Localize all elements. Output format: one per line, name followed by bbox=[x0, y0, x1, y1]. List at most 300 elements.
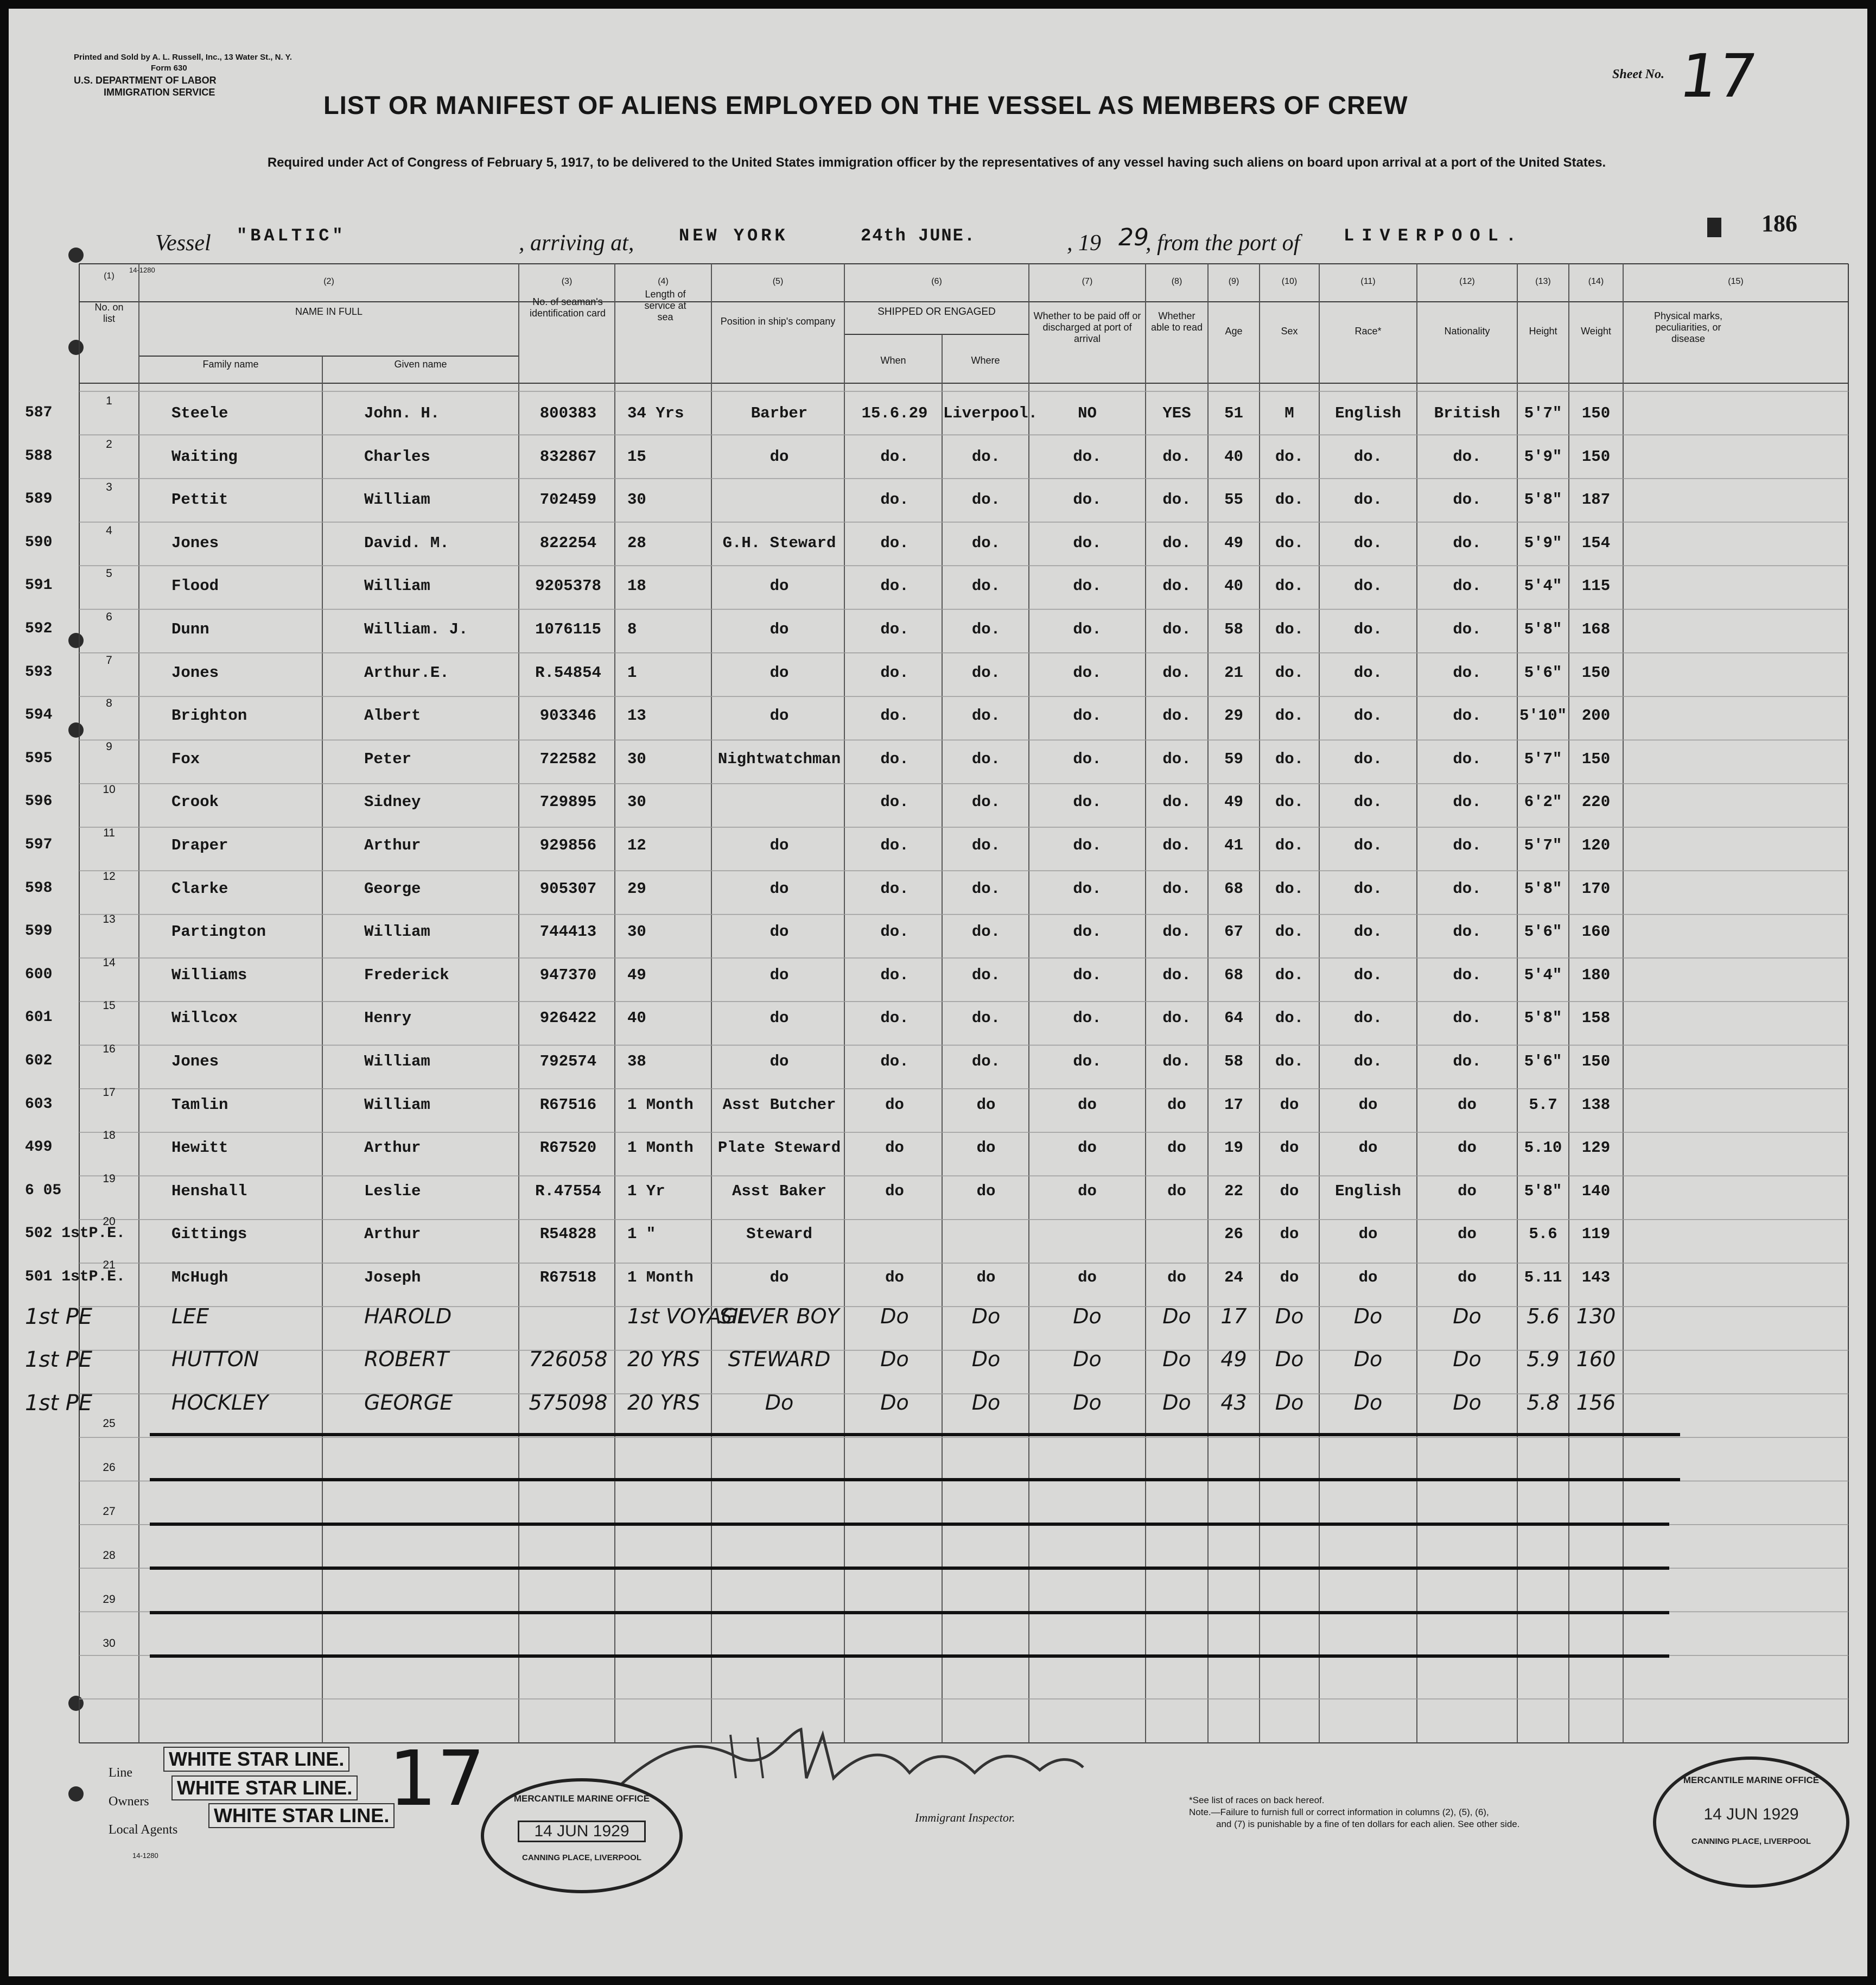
cell-nationality: do. bbox=[1453, 1009, 1481, 1028]
cell-nationality: British bbox=[1434, 404, 1500, 422]
stamp-bottom-text: CANNING PLACE, LIVERPOOL bbox=[522, 1853, 641, 1862]
cell-height: 5.8 bbox=[1527, 1390, 1560, 1415]
cell-paid: do. bbox=[1073, 923, 1102, 941]
sheet-label: Sheet No. bbox=[1612, 67, 1664, 81]
cell-read: do. bbox=[1162, 879, 1191, 898]
cell-position: G.H. Steward bbox=[722, 534, 836, 552]
cell-family: Waiting bbox=[171, 447, 238, 466]
cell-nationality: do. bbox=[1453, 966, 1481, 984]
cell-family: Partington bbox=[171, 923, 266, 941]
cell-race: do bbox=[1358, 1225, 1378, 1244]
cell-margin: 1st PE bbox=[25, 1390, 93, 1416]
cell-nationality: Do bbox=[1453, 1347, 1481, 1372]
cell-service: 40 bbox=[627, 1009, 646, 1028]
cell-paid: do. bbox=[1073, 534, 1102, 552]
cell-given: Leslie bbox=[364, 1182, 421, 1200]
cell-race: do bbox=[1358, 1095, 1378, 1114]
line-label: Line bbox=[109, 1766, 132, 1780]
cell-paid: do. bbox=[1073, 879, 1102, 898]
cell-race: do. bbox=[1353, 447, 1383, 466]
cell-paid: do. bbox=[1073, 836, 1102, 854]
cell-margin: 601 bbox=[25, 1009, 53, 1026]
cell-card: 822254 bbox=[539, 534, 597, 552]
cell-position: do bbox=[770, 1052, 789, 1070]
cell-read: YES bbox=[1162, 404, 1191, 422]
col-header-given: Given name bbox=[394, 359, 447, 370]
cell-read: do. bbox=[1162, 707, 1191, 725]
cell-weight: 119 bbox=[1581, 1225, 1611, 1244]
cell-margin: 587 bbox=[25, 404, 53, 421]
col-header-name: NAME IN FULL bbox=[295, 306, 363, 317]
cell-weight: 180 bbox=[1581, 966, 1611, 984]
cell-when: do. bbox=[880, 879, 909, 898]
cell-weight: 160 bbox=[1576, 1347, 1616, 1372]
cell-service: 1 Month bbox=[627, 1139, 694, 1157]
cell-read: do bbox=[1167, 1182, 1186, 1200]
cell-where: do. bbox=[971, 966, 1001, 984]
cell-nationality: do. bbox=[1453, 1052, 1481, 1070]
cell-age: 49 bbox=[1224, 793, 1243, 811]
page-title: LIST OR MANIFEST OF ALIENS EMPLOYED ON THE VESSEL AS MEMBERS OF CREW bbox=[323, 91, 1408, 119]
cell-when: 15.6.29 bbox=[861, 404, 928, 422]
cell-family: Draper bbox=[171, 836, 228, 854]
cell-weight: 154 bbox=[1581, 534, 1611, 552]
cell-race: do. bbox=[1353, 620, 1383, 638]
cell-no: 16 bbox=[103, 1043, 116, 1055]
col-header-where: Where bbox=[971, 355, 1000, 366]
cell-card: R54828 bbox=[539, 1225, 597, 1244]
cell-height: 5'9" bbox=[1524, 447, 1562, 466]
cell-position: do bbox=[770, 620, 789, 638]
cell-paid: do. bbox=[1073, 620, 1102, 638]
cell-position: do bbox=[770, 836, 789, 854]
cell-nationality: do. bbox=[1453, 447, 1481, 466]
cell-weight: 143 bbox=[1581, 1269, 1611, 1286]
cell-margin: 600 bbox=[25, 966, 53, 983]
cell-where: do. bbox=[971, 663, 1001, 682]
cell-race: English bbox=[1335, 1182, 1401, 1200]
cell-given: Peter bbox=[364, 750, 412, 768]
cell-paid: do. bbox=[1073, 577, 1102, 595]
cell-no: 17 bbox=[103, 1086, 116, 1099]
cell-age: 21 bbox=[1224, 663, 1243, 682]
cell-height: 5'6" bbox=[1524, 1052, 1562, 1070]
cell-sex: M bbox=[1284, 404, 1294, 422]
cell-paid: NO bbox=[1078, 404, 1097, 422]
cell-paid: do bbox=[1078, 1182, 1097, 1200]
cell-card: 575098 bbox=[529, 1390, 608, 1415]
arriving-label: , arriving at, bbox=[519, 231, 634, 256]
cell-margin: 1st PE bbox=[25, 1304, 93, 1329]
cell-sex: do. bbox=[1275, 836, 1304, 854]
col-header-race: Race* bbox=[1354, 326, 1382, 337]
cell-margin: 602 bbox=[25, 1052, 53, 1069]
cell-sex: do. bbox=[1275, 1009, 1304, 1028]
cell-race: do. bbox=[1353, 491, 1383, 509]
cell-read: Do bbox=[1162, 1390, 1191, 1415]
cell-margin: 589 bbox=[25, 491, 53, 508]
cell-family: Williams bbox=[171, 966, 247, 984]
cell-position: do bbox=[770, 577, 789, 595]
cell-given: William bbox=[364, 491, 430, 509]
cell-card: 832867 bbox=[539, 447, 597, 466]
col-num-13: (13) bbox=[1535, 277, 1551, 286]
cell-height: 5'9" bbox=[1524, 534, 1562, 552]
empty-row-number: 30 bbox=[103, 1637, 116, 1650]
cell-service: 30 bbox=[627, 923, 646, 941]
cell-read: Do bbox=[1162, 1304, 1191, 1328]
empty-row-number: 26 bbox=[103, 1461, 116, 1474]
cell-position: do bbox=[770, 663, 789, 682]
cell-service: 8 bbox=[627, 620, 637, 638]
cell-where: do. bbox=[971, 1009, 1001, 1028]
cell-read: do. bbox=[1162, 966, 1191, 984]
footer-notes bbox=[1189, 1794, 1519, 1830]
cell-nationality: do. bbox=[1453, 577, 1481, 595]
cell-sex: do. bbox=[1275, 620, 1304, 638]
cell-when: Do bbox=[880, 1347, 909, 1372]
cell-card: 702459 bbox=[539, 491, 597, 509]
arrival-date: 24th JUNE. bbox=[861, 226, 976, 246]
cell-race: Do bbox=[1353, 1304, 1383, 1328]
cell-race: do. bbox=[1353, 966, 1383, 984]
cell-service: 12 bbox=[627, 836, 646, 854]
cell-age: 51 bbox=[1224, 404, 1243, 422]
cell-card: R67516 bbox=[539, 1095, 597, 1114]
cell-weight: 130 bbox=[1576, 1304, 1616, 1328]
cell-service: 1 Month bbox=[627, 1095, 694, 1114]
col-header-nationality: Nationality bbox=[1444, 326, 1490, 337]
col-header-family: Family name bbox=[202, 359, 259, 370]
cell-where: do bbox=[976, 1095, 996, 1114]
col-header-age: Age bbox=[1225, 326, 1243, 337]
cell-margin: 499 bbox=[25, 1139, 53, 1156]
cell-when: Do bbox=[880, 1304, 909, 1328]
line-value: WHITE STAR LINE. bbox=[163, 1747, 349, 1772]
cell-race: do. bbox=[1353, 879, 1383, 898]
cell-weight: 140 bbox=[1581, 1182, 1611, 1200]
cell-margin: 501 1stP.E. bbox=[25, 1269, 125, 1285]
cell-no: 12 bbox=[103, 870, 116, 883]
arrival-year: 29 bbox=[1118, 224, 1149, 251]
col-num-11: (11) bbox=[1360, 277, 1376, 286]
cell-weight: 150 bbox=[1581, 404, 1611, 422]
vessel-label: Vessel bbox=[155, 231, 211, 256]
form-code: 14-1280 bbox=[129, 266, 155, 274]
cell-sex: do bbox=[1280, 1182, 1299, 1200]
cell-age: 17 bbox=[1224, 1095, 1243, 1114]
cell-where: do. bbox=[971, 620, 1001, 638]
empty-row-number: 25 bbox=[103, 1417, 116, 1430]
cell-card: 744413 bbox=[539, 923, 597, 941]
cell-given: HAROLD bbox=[364, 1304, 452, 1328]
cell-age: 55 bbox=[1224, 491, 1243, 509]
cell-service: 30 bbox=[627, 491, 646, 509]
cell-where: do. bbox=[971, 923, 1001, 941]
cell-family: Fox bbox=[171, 750, 200, 768]
cell-where: do bbox=[976, 1269, 996, 1286]
cell-nationality: do bbox=[1458, 1182, 1477, 1200]
cell-service: 30 bbox=[627, 750, 646, 768]
cell-age: 19 bbox=[1224, 1139, 1243, 1157]
cell-given: Albert bbox=[364, 707, 421, 725]
col-header-physical: Physical marks, peculiarities, or disease bbox=[1654, 310, 1723, 344]
cell-read: do. bbox=[1162, 836, 1191, 854]
cell-paid: do bbox=[1078, 1269, 1097, 1286]
cell-height: 5'8" bbox=[1524, 1009, 1562, 1028]
cell-height: 5.7 bbox=[1529, 1095, 1557, 1114]
cell-height: 5'8" bbox=[1524, 1182, 1562, 1200]
cell-height: 5.6 bbox=[1527, 1304, 1560, 1328]
cell-sex: do. bbox=[1275, 491, 1304, 509]
cell-height: 5'6" bbox=[1524, 663, 1562, 682]
cell-no: 7 bbox=[106, 654, 112, 667]
table-grid bbox=[9, 9, 1867, 1976]
col-num-5: (5) bbox=[772, 277, 784, 286]
cell-paid: Do bbox=[1073, 1304, 1102, 1328]
cell-service: 38 bbox=[627, 1052, 646, 1070]
agents-label: Local Agents bbox=[109, 1823, 178, 1837]
cell-given: Sidney bbox=[364, 793, 421, 811]
cell-nationality: Do bbox=[1453, 1390, 1481, 1415]
cell-when: do. bbox=[880, 491, 909, 509]
cell-nationality: do bbox=[1458, 1095, 1477, 1114]
inspector-label: Immigrant Inspector. bbox=[915, 1811, 1015, 1824]
col-header-when: When bbox=[880, 355, 906, 366]
cell-card: R.47554 bbox=[535, 1182, 601, 1200]
cell-race: do. bbox=[1353, 663, 1383, 682]
cell-sex: do bbox=[1280, 1225, 1299, 1244]
cell-given: Charles bbox=[364, 447, 430, 466]
cell-when: do. bbox=[880, 750, 909, 768]
cell-position: do bbox=[770, 707, 789, 725]
cell-height: 5'6" bbox=[1524, 923, 1562, 941]
cell-family: Henshall bbox=[171, 1182, 247, 1200]
stamp-bottom-text: CANNING PLACE, LIVERPOOL bbox=[1691, 1837, 1811, 1846]
cell-no: 14 bbox=[103, 956, 116, 969]
cell-where: do. bbox=[971, 447, 1001, 466]
cell-service: 30 bbox=[627, 793, 646, 811]
cell-sex: do bbox=[1280, 1139, 1299, 1157]
cell-age: 68 bbox=[1224, 966, 1243, 984]
cell-paid: do. bbox=[1073, 966, 1102, 984]
cell-nationality: do. bbox=[1453, 793, 1481, 811]
department-name: U.S. DEPARTMENT OF LABOR bbox=[74, 75, 217, 86]
cell-family: Jones bbox=[171, 1052, 219, 1070]
manifest-sheet bbox=[9, 9, 1867, 1976]
cell-card: R67518 bbox=[539, 1269, 597, 1286]
cell-read: Do bbox=[1162, 1347, 1191, 1372]
cell-sex: Do bbox=[1275, 1390, 1304, 1415]
cell-family: Hewitt bbox=[171, 1139, 228, 1157]
cell-where: do. bbox=[971, 707, 1001, 725]
cell-given: Arthur bbox=[364, 1139, 421, 1157]
stamp-top-text: MERCANTILE MARINE OFFICE bbox=[1683, 1775, 1820, 1785]
cell-given: David. M. bbox=[364, 534, 449, 552]
cell-nationality: do. bbox=[1453, 836, 1481, 854]
cell-sex: do. bbox=[1275, 966, 1304, 984]
cell-family: Willcox bbox=[171, 1009, 238, 1028]
cell-position: Plate Steward bbox=[717, 1139, 841, 1157]
cell-read: do bbox=[1167, 1139, 1186, 1157]
cell-service: 34 Yrs bbox=[627, 404, 684, 422]
cell-sex: do. bbox=[1275, 447, 1304, 466]
cell-margin: 592 bbox=[25, 620, 53, 637]
cell-where: Liverpool. bbox=[943, 404, 1038, 422]
cell-where: do. bbox=[971, 836, 1001, 854]
year-prefix: , 19 bbox=[1067, 231, 1101, 256]
cell-where: Do bbox=[971, 1304, 1001, 1328]
cell-weight: 150 bbox=[1581, 663, 1611, 682]
cell-nationality: do bbox=[1458, 1269, 1477, 1286]
stamp-date: 14 JUN 1929 bbox=[1703, 1805, 1799, 1823]
cell-nationality: do. bbox=[1453, 750, 1481, 768]
cell-weight: 160 bbox=[1581, 923, 1611, 941]
cell-margin: 502 1stP.E. bbox=[25, 1225, 125, 1242]
col-header-sex: Sex bbox=[1281, 326, 1298, 337]
cell-position: do bbox=[770, 879, 789, 898]
cell-weight: 150 bbox=[1581, 447, 1611, 466]
col-num-7: (7) bbox=[1082, 277, 1093, 286]
cell-when: do bbox=[885, 1139, 904, 1157]
cell-race: do. bbox=[1353, 707, 1383, 725]
cell-no: 10 bbox=[103, 783, 116, 796]
cell-family: HUTTON bbox=[171, 1347, 259, 1372]
cell-height: 5'10" bbox=[1519, 707, 1567, 725]
cell-card: 729895 bbox=[539, 793, 597, 811]
empty-row-number: 29 bbox=[103, 1593, 116, 1606]
cell-race: do. bbox=[1353, 923, 1383, 941]
cell-weight: 220 bbox=[1581, 793, 1611, 811]
cell-service: 1 Yr bbox=[627, 1182, 665, 1200]
cell-position: Do bbox=[765, 1390, 794, 1415]
cell-age: 41 bbox=[1224, 836, 1243, 854]
cell-age: 67 bbox=[1224, 923, 1243, 941]
empty-row-number: 27 bbox=[103, 1505, 116, 1518]
cell-nationality: do. bbox=[1453, 663, 1481, 682]
cell-where: do. bbox=[971, 793, 1001, 811]
cell-family: Flood bbox=[171, 577, 219, 595]
cell-margin: 603 bbox=[25, 1095, 53, 1113]
cell-given: John. H. bbox=[364, 404, 440, 422]
cell-when: do. bbox=[880, 1009, 909, 1028]
cell-service: 13 bbox=[627, 707, 646, 725]
cell-nationality: Do bbox=[1453, 1304, 1481, 1328]
page-number: 186 bbox=[1761, 210, 1797, 237]
cell-read: do. bbox=[1162, 577, 1191, 595]
col-num-8: (8) bbox=[1171, 277, 1182, 286]
cell-race: do. bbox=[1353, 836, 1383, 854]
cell-card: 929856 bbox=[539, 836, 597, 854]
cell-nationality: do. bbox=[1453, 491, 1481, 509]
cell-position: do bbox=[770, 966, 789, 984]
cell-given: Arthur.E. bbox=[364, 663, 449, 682]
cell-nationality: do. bbox=[1453, 879, 1481, 898]
service-name: IMMIGRATION SERVICE bbox=[104, 87, 215, 98]
cell-height: 5.10 bbox=[1524, 1139, 1562, 1157]
cell-sex: do. bbox=[1275, 534, 1304, 552]
cell-race: English bbox=[1335, 404, 1401, 422]
cell-where: do. bbox=[971, 534, 1001, 552]
mercantile-marine-stamp bbox=[481, 1778, 683, 1893]
cell-where: do. bbox=[971, 750, 1001, 768]
cell-sex: do. bbox=[1275, 793, 1304, 811]
cell-read: do. bbox=[1162, 534, 1191, 552]
cell-family: Steele bbox=[171, 404, 228, 422]
col-header-paid-off: Whether to be paid off or discharged at port of arrival bbox=[1033, 310, 1141, 344]
note-races: *See list of races on back hereof. bbox=[1189, 1795, 1325, 1805]
agents-value: WHITE STAR LINE. bbox=[208, 1803, 395, 1828]
cell-no: 6 bbox=[106, 611, 112, 623]
cell-when: do. bbox=[880, 663, 909, 682]
cell-service: 49 bbox=[627, 966, 646, 984]
cell-card: 1076115 bbox=[535, 620, 601, 638]
cell-height: 6'2" bbox=[1524, 793, 1562, 811]
cell-when: do. bbox=[880, 836, 909, 854]
cell-read: do. bbox=[1162, 491, 1191, 509]
cell-margin: 599 bbox=[25, 923, 53, 940]
cell-age: 17 bbox=[1220, 1304, 1247, 1328]
cell-no: 2 bbox=[106, 437, 112, 451]
cell-no: 1 bbox=[106, 395, 112, 407]
cell-service: 1 Month bbox=[627, 1269, 694, 1286]
cell-family: McHugh bbox=[171, 1269, 228, 1286]
col-num-12: (12) bbox=[1459, 277, 1475, 286]
cell-where: do. bbox=[971, 879, 1001, 898]
col-header-no: No. on list bbox=[94, 302, 124, 324]
departure-port: LIVERPOOL. bbox=[1344, 226, 1524, 246]
cell-when: do. bbox=[880, 923, 909, 941]
cell-race: do. bbox=[1353, 1052, 1383, 1070]
cell-no: 5 bbox=[106, 567, 112, 580]
cell-where: do. bbox=[971, 577, 1001, 595]
cell-weight: 129 bbox=[1581, 1139, 1611, 1157]
cell-given: William bbox=[364, 1052, 430, 1070]
cell-position: Barber bbox=[751, 404, 808, 422]
cell-age: 49 bbox=[1224, 534, 1243, 552]
col-header-position: Position in ship's company bbox=[720, 316, 836, 327]
cell-margin: 598 bbox=[25, 879, 53, 897]
cell-sex: do. bbox=[1275, 707, 1304, 725]
cell-position: Asst Butcher bbox=[722, 1095, 836, 1114]
col-header-weight: Weight bbox=[1581, 326, 1611, 337]
cell-paid: do. bbox=[1073, 1009, 1102, 1028]
cell-sex: Do bbox=[1275, 1304, 1304, 1328]
cell-position: do bbox=[770, 447, 789, 466]
cell-service: 28 bbox=[627, 534, 646, 552]
cell-paid: do. bbox=[1073, 663, 1102, 682]
col-header-height: Height bbox=[1529, 326, 1557, 337]
cell-race: do. bbox=[1353, 793, 1383, 811]
cell-when: do. bbox=[880, 447, 909, 466]
cell-given: Frederick bbox=[364, 966, 449, 984]
cell-read: do. bbox=[1162, 750, 1191, 768]
cell-no: 8 bbox=[106, 697, 112, 710]
stamp-top-text: MERCANTILE MARINE OFFICE bbox=[513, 1793, 650, 1804]
note-penalty: Note.—Failure to furnish full or correct information in columns (2), (5), (6), bbox=[1189, 1807, 1489, 1817]
cell-sex: do. bbox=[1275, 750, 1304, 768]
cell-given: Joseph bbox=[364, 1269, 421, 1286]
cell-position: STEWARD bbox=[728, 1347, 831, 1372]
col-num-3: (3) bbox=[561, 277, 573, 286]
cell-weight: 150 bbox=[1581, 1052, 1611, 1070]
cell-read: do. bbox=[1162, 1009, 1191, 1028]
col-header-card: No. of seaman's identification card bbox=[529, 296, 606, 319]
cell-margin: 594 bbox=[25, 707, 53, 724]
cell-service: 18 bbox=[627, 577, 646, 595]
cell-paid: do. bbox=[1073, 793, 1102, 811]
cell-service: 20 YRS bbox=[627, 1390, 701, 1415]
